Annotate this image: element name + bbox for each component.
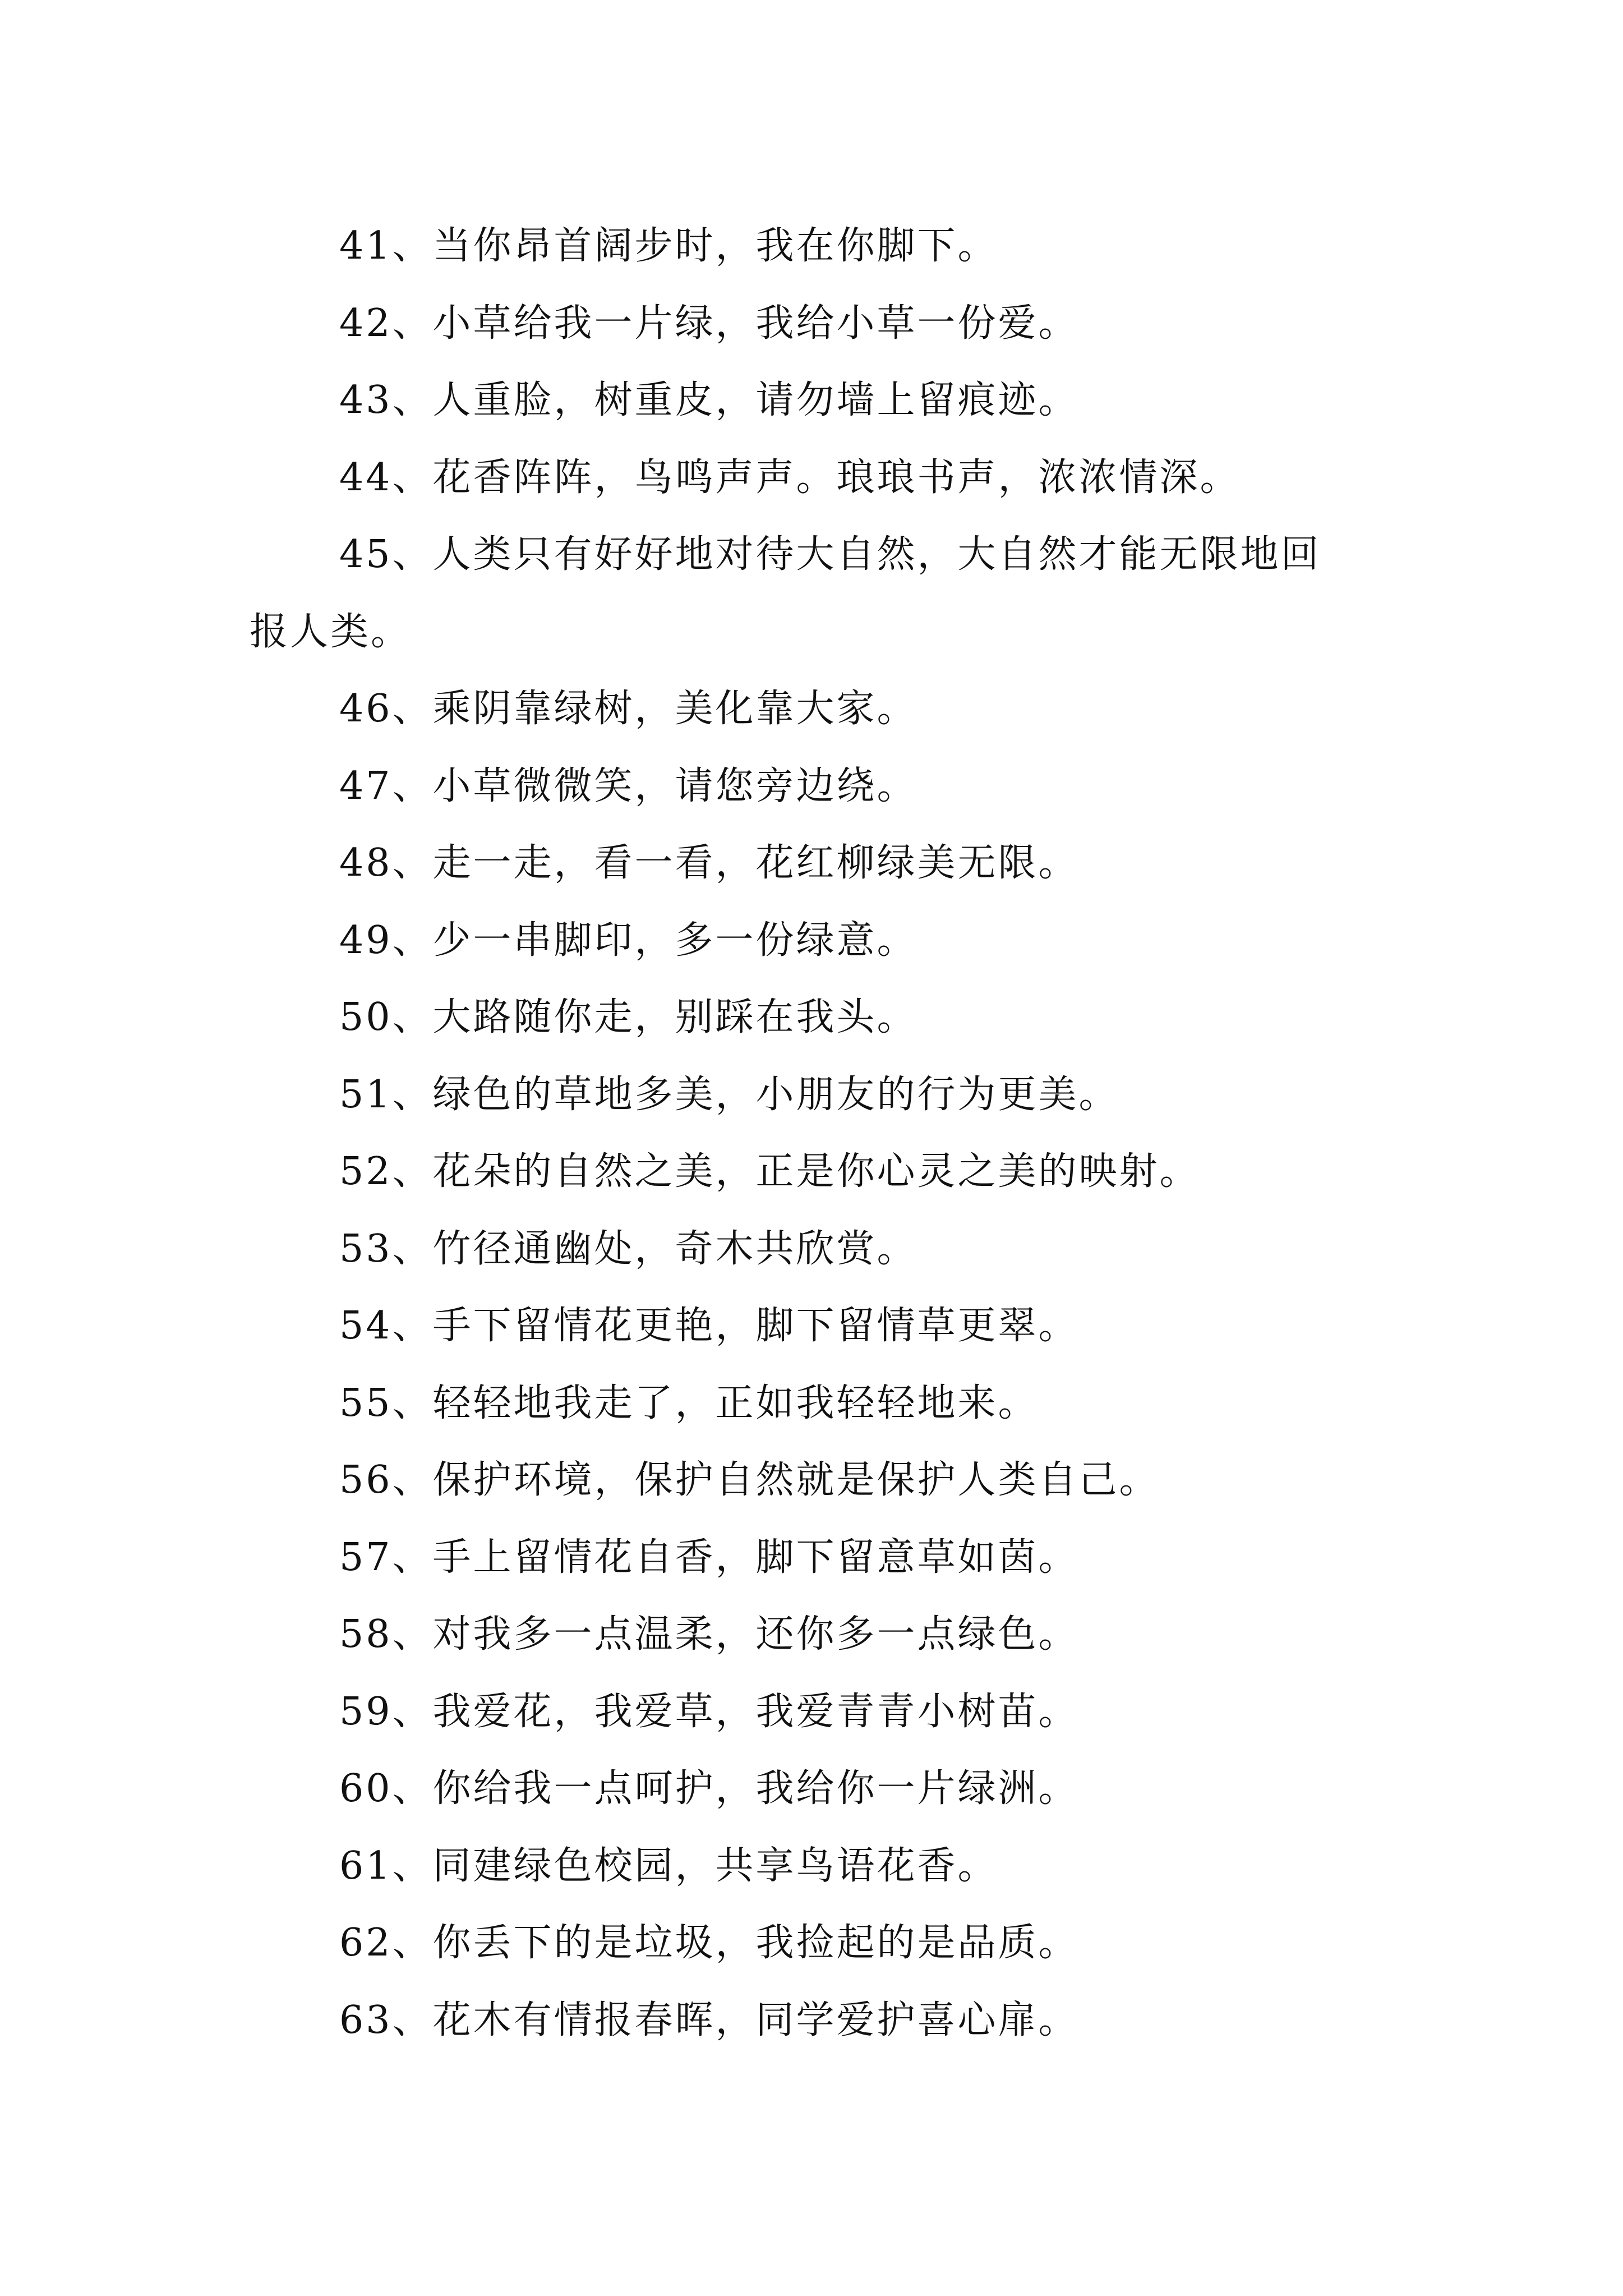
list-item: 42、小草给我一片绿，我给小草一份爱。 <box>339 301 1079 346</box>
slogan-list <box>250 208 1394 2059</box>
list-item: 62、你丢下的是垃圾，我捡起的是品质。 <box>339 1921 1079 1965</box>
list-item: 56、保护环境，保护自然就是保护人类自己。 <box>339 1458 1160 1502</box>
list-item: 54、手下留情花更艳，脚下留情草更翠。 <box>339 1304 1079 1348</box>
list-item: 41、当你昂首阔步时，我在你脚下。 <box>339 224 998 268</box>
list-item: 50、大路随你走，别踩在我头。 <box>339 995 917 1039</box>
list-item: 63、花木有情报春晖，同学爱护喜心扉。 <box>339 1998 1079 2042</box>
list-item: 46、乘阴靠绿树，美化靠大家。 <box>339 687 917 731</box>
list-item: 53、竹径通幽处，奇木共欣赏。 <box>339 1226 917 1271</box>
list-item: 47、小草微微笑，请您旁边绕。 <box>339 763 917 808</box>
list-item: 57、手上留情花自香，脚下留意草如茵。 <box>339 1535 1079 1580</box>
list-item: 61、同建绿色校园，共享鸟语花香。 <box>339 1843 998 1888</box>
list-item: 45、人类只有好好地对待大自然，大自然才能无限地回 <box>339 532 1321 577</box>
list-item: 58、对我多一点温柔，还你多一点绿色。 <box>339 1612 1079 1657</box>
list-item: 60、你给我一点呵护，我给你一片绿洲。 <box>339 1766 1079 1811</box>
list-item: 49、少一串脚印，多一份绿意。 <box>339 918 917 963</box>
list-item: 48、走一走，看一看，花红柳绿美无限。 <box>339 841 1079 885</box>
list-item: 43、人重脸，树重皮，请勿墙上留痕迹。 <box>339 378 1079 422</box>
list-item: 51、绿色的草地多美，小朋友的行为更美。 <box>339 1072 1119 1117</box>
list-item: 44、花香阵阵，鸟鸣声声。琅琅书声，浓浓情深。 <box>339 455 1241 500</box>
list-item: 52、花朵的自然之美，正是你心灵之美的映射。 <box>339 1149 1200 1194</box>
list-item: 59、我爱花，我爱草，我爱青青小树苗。 <box>339 1689 1079 1734</box>
list-item: 55、轻轻地我走了，正如我轻轻地来。 <box>339 1381 1039 1425</box>
list-item-continuation: 报人类。 <box>250 609 412 654</box>
